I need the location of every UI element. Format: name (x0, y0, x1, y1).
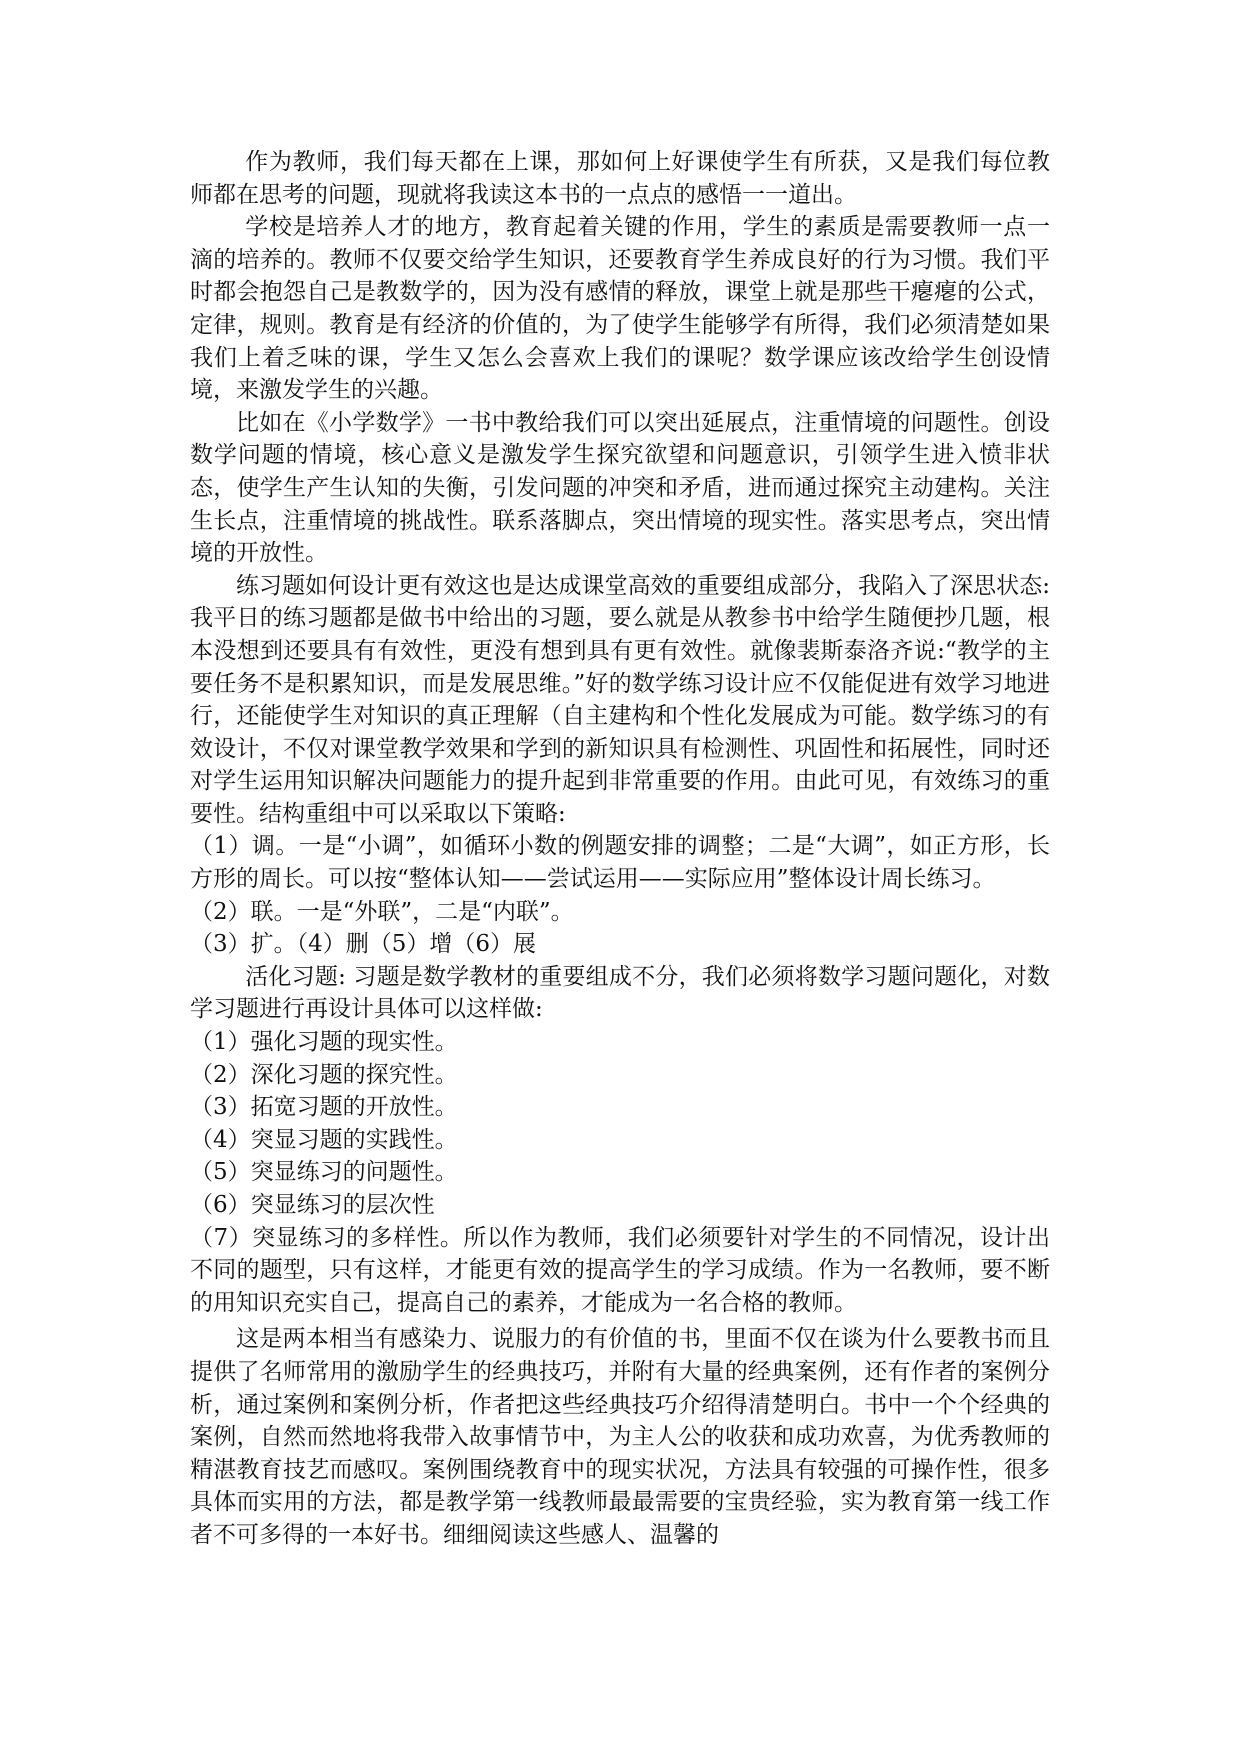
paragraph-school: 学校是培养人才的地方，教育起着关键的作用，学生的素质是需要教师一点一滴的培养的。教师不仅要交给学生知识，还要教育学生养成良好的行为习惯。我们平时都会抱怨自己是教数学的，因为没有感情的释放，课堂上就是那些干瘪瘪的公式，定律，规则。教育是有经济的价值的，为了使学生能够学有所得，我们必须清楚如果我们上着乏味的课，学生又怎么会喜欢上我们的课呢？数学课应该改给学生创设情境，来激发学生的兴趣。 (190, 214, 1050, 404)
strategy-item-1: （1）调。一是“小调”，如循环小数的例题安排的调整；二是“大调”，如正方形，长方形的周长。可以按“整体认知——尝试运用——实际应用”整体设计周长练习。 (190, 833, 1050, 893)
strategy-item-3-6: （3）扩。（4）删（5）增（6）展 (190, 931, 537, 958)
paragraph-textbook-example: 比如在《小学数学》一书中教给我们可以突出延展点，注重情境的问题性。创设数学问题的情境，核心意义是激发学生探究欲望和问题意识，引领学生进入愤非状态，使学生产生认知的失衡，引发问题的冲突和矛盾，进而通过探究主动建构。关注生长点，注重情境的挑战性。联系落脚点，突出情境的现实性。落实思考点，突出情境的开放性。 (190, 409, 1050, 567)
document-page (190, 146, 1050, 1552)
exercise-point-7: （7）突显练习的多样性。所以作为教师，我们必须要针对学生的不同情况，设计出不同的题型，只有这样，才能更有效的提高学生的学习成绩。作为一名教师，要不断的用知识充实自己，提高自己的素养，才能成为一名合格的教师。 (190, 1224, 1050, 1316)
paragraph-activate-exercises: 活化习题: 习题是数学教材的重要组成不分，我们必须将数学习题问题化，对数学习题进行再设计具体可以这样做: (190, 963, 1050, 1023)
exercise-point-3: （3）拓宽习题的开放性。 (190, 1094, 458, 1121)
exercise-point-4: （4）突显习题的实践性。 (190, 1126, 458, 1153)
exercise-point-1: （1）强化习题的现实性。 (190, 1029, 458, 1056)
paragraph-intro: 作为教师，我们每天都在上课，那如何上好课使学生有所获，又是我们每位教师都在思考的问题，现就将我读这本书的一点点的感悟一一道出。 (190, 149, 1050, 208)
paragraph-exercise-design: 练习题如何设计更有效这也是达成课堂高效的重要组成部分，我陷入了深思状态: 我平日的练习题都是做书中给出的习题，要么就是从教参书中给学生随便抄几题，根本没想到还要具有有效性，更没有想到具有更有效性。就像裴斯泰洛齐说:“教学的主要任务不是积累知识，而是发展思维。”好的数学练习设计应不仅能促进有效学习地进行，还能使学生对知识的真正理解（自主建构和个性化发展成为可能。数学练习的有效设计，不仅对课堂教学效果和学到的新知识具有检测性、巩固性和拓展性，同时还对学生运用知识解决问题能力的提升起到非常重要的作用。由此可见，有效练习的重要性。结构重组中可以采取以下策略: (190, 572, 1050, 827)
paragraph-book-review: 这是两本相当有感染力、说服力的有价值的书，里面不仅在谈为什么要教书而且提供了名师常用的激励学生的经典技巧，并附有大量的经典案例，还有作者的案例分析，通过案例和案例分析，作者把这些经典技巧介绍得清楚明白。书中一个个经典的案例，自然而然地将我带入故事情节中，为主人公的收获和成功欢喜，为优秀教师的精湛教育技艺而感叹。案例围绕教育中的现实状况，方法具有较强的可操作性，很多具体而实用的方法，都是教学第一线教师最最需要的宝贵经验，实为教育第一线工作者不可多得的一本好书。细细阅读这些感人、温馨的 (190, 1326, 1050, 1548)
exercise-point-2: （2）深化习题的探究性。 (190, 1061, 458, 1088)
exercise-point-5: （5）突显练习的问题性。 (190, 1159, 458, 1186)
exercise-point-6: （6）突显练习的层次性 (190, 1192, 435, 1218)
strategy-item-2: （2）联。一是“外联”，二是“内联”。 (190, 898, 574, 925)
